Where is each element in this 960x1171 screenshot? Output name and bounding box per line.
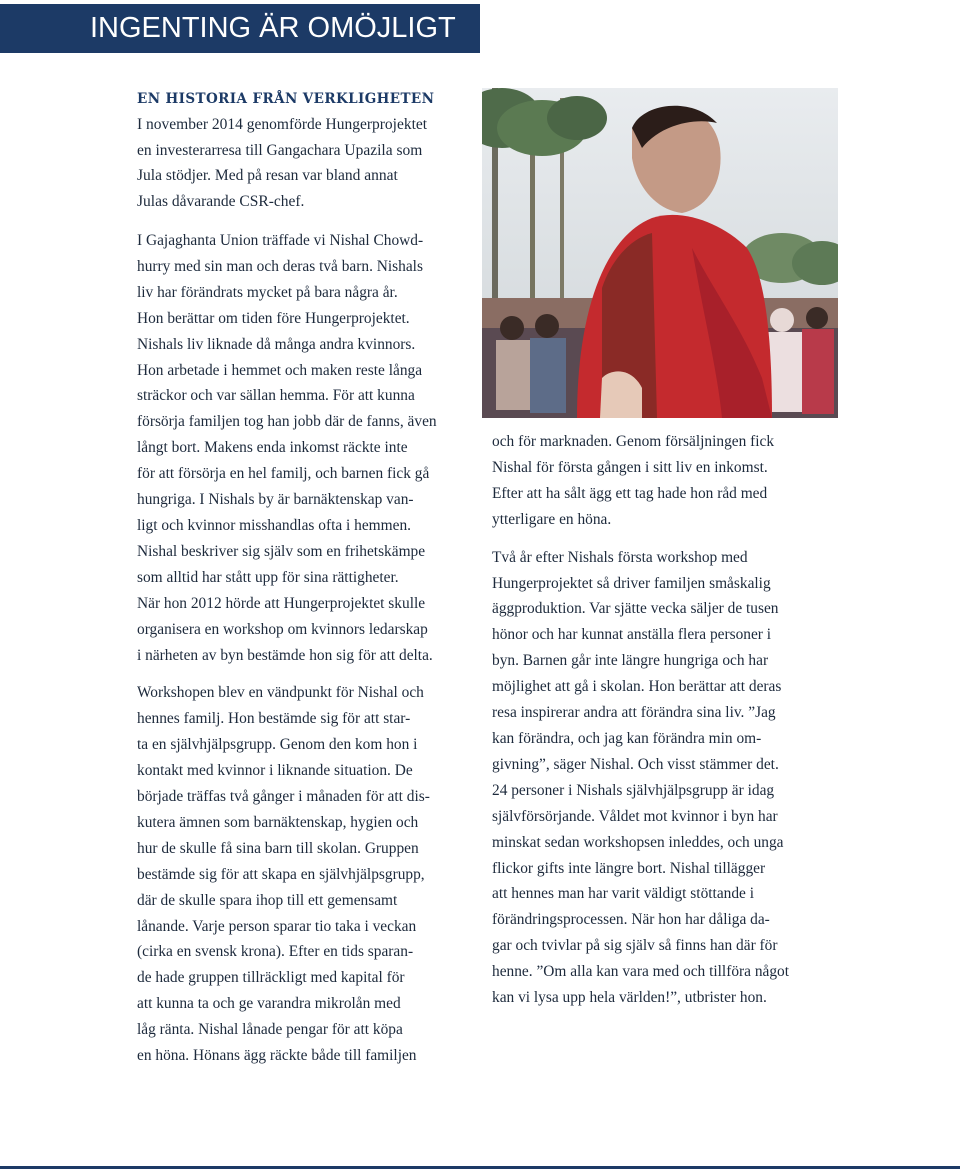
paragraph-line: I Gajaghanta Union träffade vi Nishal Chowd-	[137, 232, 424, 249]
paragraph-line: kan förändra, och jag kan förändra min om-	[492, 729, 762, 747]
paragraph-line: Efter att ha sålt ägg ett tag hade hon råd med	[492, 484, 768, 502]
paragraph-line: resa inspirerar andra att förändra sina liv. ”Jag	[492, 704, 776, 722]
paragraph-line: byn. Barnen går inte längre hungriga och har	[492, 652, 769, 670]
paragraph-line: När hon 2012 hörde att Hungerprojektet skulle	[137, 594, 426, 612]
paragraph-line: liv har förändrats mycket på bara några år.	[137, 283, 398, 301]
paragraph-gap	[137, 668, 482, 680]
paragraph-line: där de skulle spara ihop till ett gemensamt	[137, 891, 398, 909]
paragraph-line: låg ränta. Nishal lånade pengar för att köpa	[137, 1021, 403, 1039]
paragraph-line: att kunna ta och ge varandra mikrolån med	[137, 995, 401, 1013]
paragraph-line: lånande. Varje person sparar tio taka i veckan	[137, 917, 417, 935]
paragraph-line: självförsörjande. Våldet mot kvinnor i byn har	[492, 807, 778, 825]
paragraph-line: hönor och har kunnat anställa flera personer i	[492, 626, 772, 644]
page-title-banner	[0, 4, 480, 53]
paragraph-line: ytterligare en höna.	[492, 510, 612, 528]
paragraph-line: i närheten av byn bestämde hon sig för att delta.	[137, 646, 433, 664]
intro-line: en investerarresa till Gangachara Upazila som	[137, 141, 423, 159]
paragraph-line: Nishals liv liknade då många andra kvinnors.	[137, 335, 416, 353]
paragraph-line: flickor gifts inte längre bort. Nishal tillägger	[492, 859, 766, 877]
paragraph	[492, 429, 837, 533]
paragraph-line: hennes familj. Hon bestämde sig för att star-	[137, 710, 411, 728]
paragraph-line: Två år efter Nishals första workshop med	[492, 548, 748, 566]
article-intro	[137, 112, 482, 214]
paragraph-line: Hon arbetade i hemmet och maken reste långa	[137, 361, 423, 379]
paragraph-line: ligt och kvinnor misshandlas ofta i hemmen.	[137, 516, 411, 534]
page-title: INGENTING ÄR OMÖJLIGT	[90, 12, 456, 44]
paragraph-gap	[492, 533, 837, 545]
intro-line: Julas dåvarande CSR-chef.	[137, 192, 305, 210]
paragraph-gap	[137, 214, 482, 228]
paragraph-line: som alltid har stått upp för sina rättigheter.	[137, 568, 399, 586]
paragraph-line: Hungerprojektet så driver familjen småskalig	[492, 574, 771, 592]
article-right-column	[492, 429, 837, 1011]
bottom-rule	[0, 1166, 960, 1169]
intro-line: Jula stödjer. Med på resan var bland annat	[137, 167, 398, 184]
paragraph-line: möjlighet att gå i skolan. Hon berättar att deras	[492, 678, 782, 696]
paragraph-line: bestämde sig för att skapa en självhjälpsgrupp,	[137, 865, 425, 883]
paragraph-line: ta en självhjälpsgrupp. Genom den kom hon i	[137, 736, 418, 754]
paragraph-line: (cirka en svensk krona). Efter en tids sparan-	[137, 943, 414, 961]
paragraph-line: kutera ämnen som barnäktenskap, hygien och	[137, 813, 419, 831]
paragraph	[137, 680, 482, 1069]
paragraph-line: organisera en workshop om kvinnors ledarskap	[137, 620, 428, 638]
paragraph-line: hur de skulle få sina barn till skolan. Gruppen	[137, 839, 419, 857]
paragraph-line: hurry med sin man och deras två barn. Nishals	[137, 257, 423, 275]
paragraph-line: Workshopen blev en vändpunkt för Nishal och	[137, 684, 424, 702]
paragraph-line: Nishal beskriver sig själv som en frihetskämpe	[137, 542, 426, 560]
paragraph	[137, 228, 482, 668]
paragraph-line: försörja familjen tog han jobb där de fanns, även	[137, 413, 437, 431]
photo-illustration	[482, 88, 838, 418]
paragraph	[492, 545, 837, 1011]
paragraph-line: 24 personer i Nishals självhjälpsgrupp är idag	[492, 781, 775, 799]
paragraph-line: gar och tvivlar på sig själv så finns han där för	[492, 937, 778, 955]
article-kicker: EN HISTORIA FRÅN VERKLIGHETEN	[137, 91, 435, 107]
paragraph-line: Hon berättar om tiden före Hungerprojektet.	[137, 309, 410, 327]
paragraph-line: Nishal för första gången i sitt liv en inkomst.	[492, 458, 768, 476]
paragraph-line: en höna. Hönans ägg räckte både till familjen	[137, 1047, 417, 1065]
intro-line: I november 2014 genomförde Hungerprojektet	[137, 116, 428, 133]
paragraph-line: började träffas två gånger i månaden för att dis-	[137, 788, 430, 806]
paragraph-line: hungriga. I Nishals by är barnäktenskap van-	[137, 491, 414, 509]
paragraph-line: äggproduktion. Var sjätte vecka säljer de tusen	[492, 600, 779, 618]
paragraph-line: kontakt med kvinnor i liknande situation. De	[137, 762, 413, 780]
paragraph-line: sträckor och var sällan hemma. För att kunna	[137, 387, 415, 405]
paragraph-line: förändringsprocessen. När hon har dåliga da-	[492, 911, 770, 929]
paragraph-line: givning”, säger Nishal. Och visst stämmer det.	[492, 755, 779, 773]
article-left-column	[137, 86, 482, 1069]
paragraph-line: att hennes man har varit väldigt stöttande i	[492, 885, 754, 903]
paragraph-line: för att försörja en hel familj, och barnen fick gå	[137, 465, 430, 483]
paragraph-line: minskat sedan workshopsen inleddes, och unga	[492, 833, 784, 851]
paragraph-line: och för marknaden. Genom försäljningen fick	[492, 433, 775, 450]
paragraph-line: de hade gruppen tillräckligt med kapital för	[137, 969, 405, 987]
paragraph-line: kan vi lysa upp hela världen!”, utbrister hon.	[492, 989, 767, 1007]
article-photo	[482, 88, 838, 418]
paragraph-line: henne. ”Om alla kan vara med och tillföra något	[492, 963, 790, 981]
paragraph-line: långt bort. Makens enda inkomst räckte inte	[137, 439, 408, 457]
